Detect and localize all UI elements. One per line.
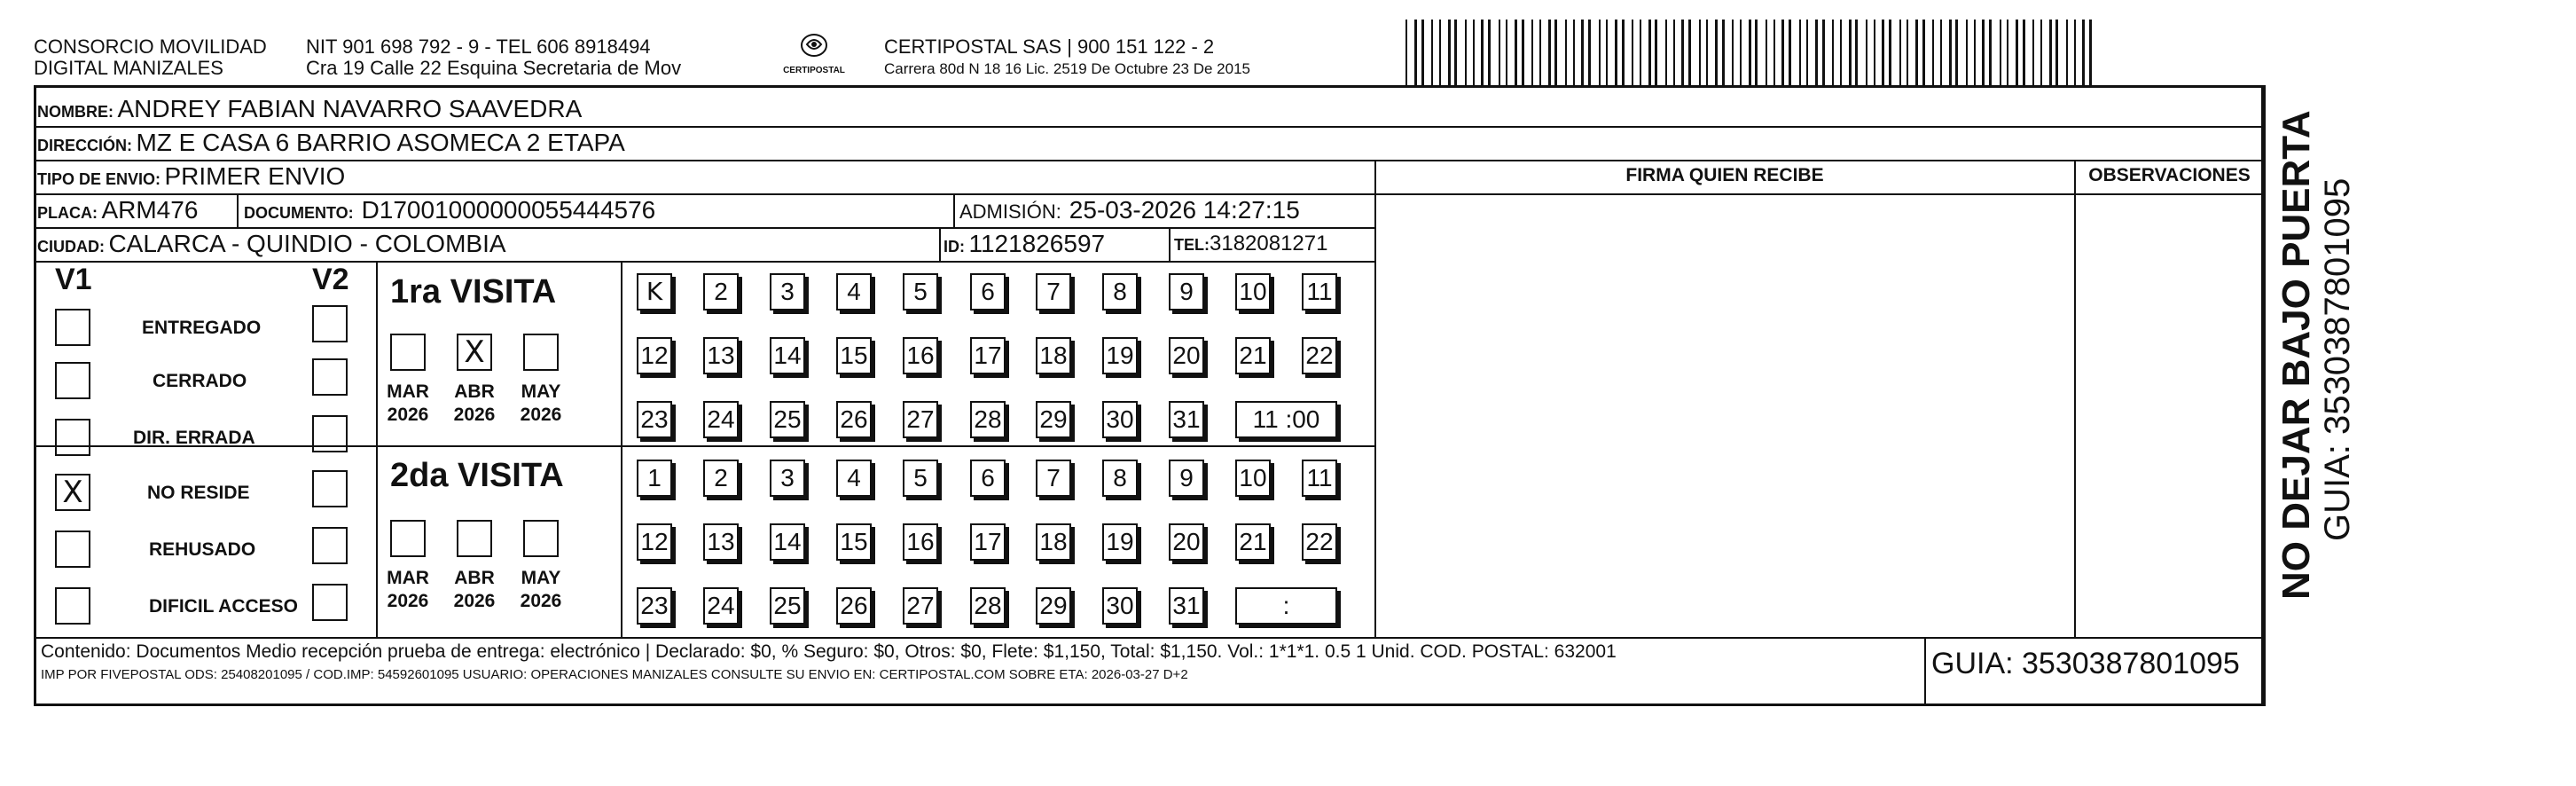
- documento-value: D17001000000055444576: [361, 196, 656, 224]
- company-address: Cra 19 Calle 22 Esquina Secretaria de Mov: [306, 57, 682, 79]
- carrier-name: CERTIPOSTAL SAS | 900 151 122 - 2: [884, 35, 1215, 58]
- day-box[interactable]: 28: [970, 401, 1006, 438]
- company-name-line1: CONSORCIO MOVILIDAD: [34, 35, 267, 58]
- day-box[interactable]: 13: [703, 523, 739, 561]
- time-box[interactable]: :: [1235, 587, 1337, 625]
- day-box[interactable]: 4: [836, 273, 872, 310]
- logo-wordmark: CERTIPOSTAL: [783, 66, 845, 75]
- nombre-value: ANDREY FABIAN NAVARRO SAAVEDRA: [117, 95, 583, 122]
- firma-header: FIRMA QUIEN RECIBE: [1625, 165, 1824, 185]
- day-box[interactable]: 17: [970, 523, 1006, 561]
- v2-checkbox[interactable]: [312, 358, 348, 396]
- month-label: MAY: [521, 381, 561, 402]
- day-box[interactable]: 14: [770, 337, 805, 374]
- placa-label: PLACA:: [37, 204, 98, 222]
- day-box[interactable]: 8: [1102, 460, 1138, 497]
- documento-label: DOCUMENTO:: [244, 204, 354, 222]
- footer-guia: GUIA: 3530387801095: [1931, 647, 2240, 680]
- day-box[interactable]: 16: [903, 523, 938, 561]
- month-checkbox[interactable]: [390, 334, 426, 371]
- company-name-line2: DIGITAL MANIZALES: [34, 57, 223, 79]
- direccion-row: [37, 128, 625, 162]
- ciudad-value: CALARCA - QUINDIO - COLOMBIA: [108, 230, 506, 257]
- day-box[interactable]: 30: [1102, 587, 1138, 625]
- month-year: 2026: [387, 405, 429, 425]
- nombre-row: [37, 94, 582, 129]
- month-label: ABR: [454, 381, 495, 402]
- day-box[interactable]: 29: [1036, 401, 1071, 438]
- barcode: [1405, 20, 2093, 86]
- day-box[interactable]: 7: [1036, 273, 1071, 310]
- direccion-label: DIRECCIÓN:: [37, 137, 132, 154]
- certipostal-logo: [770, 32, 858, 75]
- day-box[interactable]: 19: [1102, 523, 1138, 561]
- month-label: ABR: [454, 568, 495, 588]
- status-label: DIR. ERRADA: [133, 428, 255, 448]
- day-box[interactable]: 10: [1235, 273, 1271, 310]
- day-box[interactable]: 27: [903, 401, 938, 438]
- status-label: DIFICIL ACCESO: [149, 596, 299, 617]
- day-box[interactable]: 26: [836, 401, 872, 438]
- month-label: MAR: [387, 381, 429, 402]
- day-box[interactable]: 29: [1036, 587, 1071, 625]
- v2-label: V2: [312, 263, 349, 296]
- admision-row: [959, 195, 1300, 230]
- ciudad-row: [37, 229, 506, 263]
- id-row: [943, 229, 1105, 263]
- day-box[interactable]: 11: [1302, 273, 1337, 310]
- month-check-mark: X: [464, 334, 485, 370]
- no-dejar-warning: NO DEJAR BAJO PUERTA: [2275, 110, 2318, 600]
- v1-check-mark: X: [62, 475, 83, 510]
- admision-label: ADMISIÓN:: [959, 200, 1061, 223]
- first-visit-title: 1ra VISITA: [390, 273, 557, 310]
- carrier-address: Carrera 80d N 18 16 Lic. 2519 De Octubre 23 De 2015: [884, 60, 1250, 77]
- v2-checkbox[interactable]: [312, 305, 348, 342]
- day-box[interactable]: 12: [637, 523, 672, 561]
- day-box[interactable]: 24: [703, 401, 739, 438]
- documento-row: [244, 195, 655, 230]
- month-year: 2026: [520, 405, 562, 425]
- month-year: 2026: [453, 405, 496, 425]
- month-year: 2026: [387, 591, 429, 611]
- day-box[interactable]: 25: [770, 587, 805, 625]
- day-box[interactable]: 28: [970, 587, 1006, 625]
- day-box[interactable]: 11: [1302, 460, 1337, 497]
- day-box[interactable]: 1: [637, 460, 672, 497]
- v1-checkbox[interactable]: [55, 587, 90, 625]
- v1-label: V1: [55, 263, 92, 296]
- month-label: MAY: [521, 568, 561, 588]
- day-box[interactable]: 10: [1235, 460, 1271, 497]
- status-label: NO RESIDE: [147, 483, 250, 503]
- day-box[interactable]: 13: [703, 337, 739, 374]
- month-year: 2026: [453, 591, 496, 611]
- month-checkbox[interactable]: [523, 520, 559, 557]
- placa-row: [37, 195, 198, 230]
- day-box[interactable]: 23: [637, 587, 672, 625]
- day-box[interactable]: 18: [1036, 523, 1071, 561]
- day-box[interactable]: 5: [903, 273, 938, 310]
- tipo-value: PRIMER ENVIO: [164, 162, 346, 190]
- day-box[interactable]: 26: [836, 587, 872, 625]
- side-guia: GUIA: 3530387801095: [2318, 177, 2357, 541]
- day-box[interactable]: 7: [1036, 460, 1071, 497]
- ciudad-label: CIUDAD:: [37, 238, 105, 255]
- v1-checkbox[interactable]: [55, 419, 90, 456]
- time-box[interactable]: 11 :00: [1235, 401, 1337, 438]
- v2-checkbox[interactable]: [312, 584, 348, 621]
- status-label: CERRADO: [153, 371, 247, 391]
- day-box[interactable]: 14: [770, 523, 805, 561]
- day-box[interactable]: 5: [903, 460, 938, 497]
- day-box[interactable]: 3: [770, 273, 805, 310]
- v2-checkbox[interactable]: [312, 470, 348, 507]
- tel-value: 3182081271: [1210, 232, 1328, 255]
- day-box[interactable]: 23: [637, 401, 672, 438]
- month-checkbox[interactable]: [390, 520, 426, 557]
- status-label: ENTREGADO: [142, 318, 262, 338]
- observaciones-header: OBSERVACIONES: [2088, 165, 2251, 185]
- status-label: REHUSADO: [149, 539, 256, 560]
- logo-icon: [796, 32, 832, 62]
- second-visit-title: 2da VISITA: [390, 457, 564, 494]
- v1-checkbox[interactable]: [55, 309, 90, 346]
- day-box[interactable]: 16: [903, 337, 938, 374]
- month-checkbox[interactable]: [457, 520, 492, 557]
- day-box[interactable]: 6: [970, 460, 1006, 497]
- day-box[interactable]: 19: [1102, 337, 1138, 374]
- v1-checkbox[interactable]: [55, 362, 90, 399]
- direccion-value: MZ E CASA 6 BARRIO ASOMECA 2 ETAPA: [136, 129, 625, 156]
- day-box[interactable]: 21: [1235, 523, 1271, 561]
- day-box[interactable]: 8: [1102, 273, 1138, 310]
- nombre-label: NOMBRE:: [37, 103, 114, 121]
- day-box[interactable]: 18: [1036, 337, 1071, 374]
- id-label: ID:: [943, 238, 965, 255]
- day-box[interactable]: 9: [1169, 273, 1204, 310]
- day-box[interactable]: 27: [903, 587, 938, 625]
- v2-checkbox[interactable]: [312, 527, 348, 564]
- month-label: MAR: [387, 568, 429, 588]
- day-box[interactable]: 20: [1169, 337, 1204, 374]
- day-box[interactable]: 22: [1302, 523, 1337, 561]
- tel-label: TEL:: [1174, 236, 1210, 254]
- day-box[interactable]: 17: [970, 337, 1006, 374]
- day-box[interactable]: 4: [836, 460, 872, 497]
- month-checkbox[interactable]: [523, 334, 559, 371]
- month-year: 2026: [520, 591, 562, 611]
- day-box[interactable]: 15: [836, 337, 872, 374]
- contenido-text: Contenido: Documentos Medio recepción prueba de entrega: electrónico | Declarado: $0, % Seguro: $0, Otros: $0, Flete: $1,150, Total: $1,150. Vol.: 1*1*1. 0.5 1 Unid. COD. POSTAL: 632001: [41, 641, 1617, 662]
- tipo-row: [37, 161, 345, 196]
- day-box[interactable]: 31: [1169, 587, 1204, 625]
- id-value: 1121826597: [968, 230, 1106, 257]
- v1-checkbox[interactable]: [55, 474, 90, 511]
- day-box[interactable]: 6: [970, 273, 1006, 310]
- placa-value: ARM476: [101, 196, 199, 224]
- day-box[interactable]: 2: [703, 273, 739, 310]
- tel-row: [1174, 229, 1327, 262]
- day-box[interactable]: 30: [1102, 401, 1138, 438]
- day-box[interactable]: 15: [836, 523, 872, 561]
- month-checkbox[interactable]: [457, 334, 492, 371]
- day-box[interactable]: 25: [770, 401, 805, 438]
- day-box[interactable]: 12: [637, 337, 672, 374]
- v2-checkbox[interactable]: [312, 415, 348, 452]
- day-box[interactable]: K: [637, 273, 672, 310]
- v1-checkbox[interactable]: [55, 531, 90, 568]
- day-box[interactable]: 31: [1169, 401, 1204, 438]
- day-box[interactable]: 21: [1235, 337, 1271, 374]
- day-box[interactable]: 9: [1169, 460, 1204, 497]
- day-box[interactable]: 20: [1169, 523, 1204, 561]
- admision-value: 25-03-2026 14:27:15: [1069, 196, 1300, 224]
- day-box[interactable]: 24: [703, 587, 739, 625]
- day-box[interactable]: 3: [770, 460, 805, 497]
- imp-text: IMP POR FIVEPOSTAL ODS: 25408201095 / COD.IMP: 54592601095 USUARIO: OPERACIONES MANIZALES CONSULTE SU ENVIO EN: CERTIPOSTAL.COM SOBRE ETA: 2026-03-27 D+2: [41, 667, 1188, 682]
- day-box[interactable]: 2: [703, 460, 739, 497]
- company-nit: NIT 901 698 792 - 9 - TEL 606 8918494: [306, 35, 651, 58]
- tipo-label: TIPO DE ENVIO:: [37, 170, 161, 188]
- day-box[interactable]: 22: [1302, 337, 1337, 374]
